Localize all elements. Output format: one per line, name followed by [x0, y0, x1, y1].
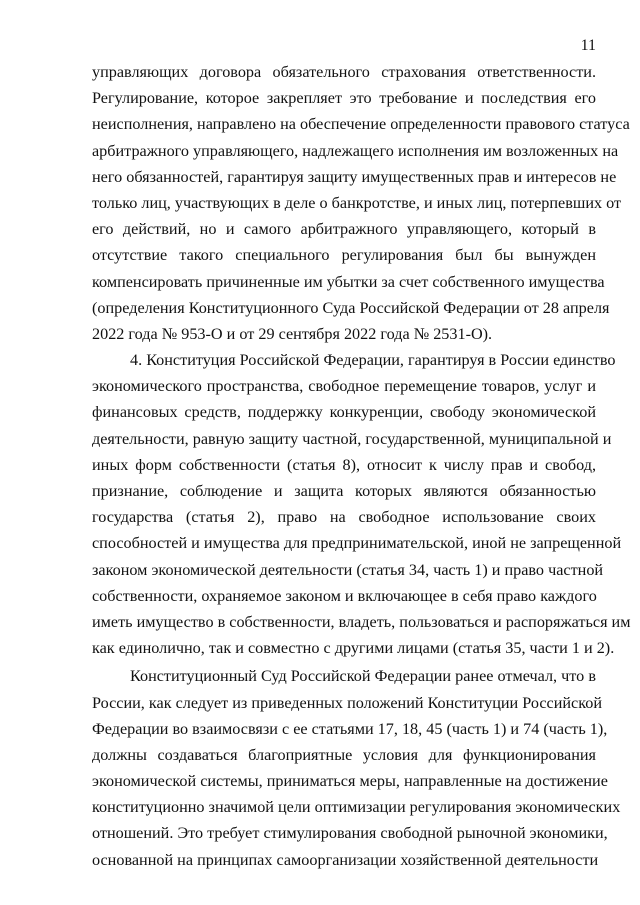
- text-line: иметь имущество в собственности, владеть, пользоваться и распоряжаться им: [92, 612, 631, 631]
- paragraph-1: [92, 59, 630, 347]
- text-line: компенсировать причиненные им убытки за счет собственного имущества: [92, 272, 605, 291]
- text-line: Федерации во взаимосвязи с ее статьями 17, 18, 45 (часть 1) и 74 (часть 1),: [92, 719, 608, 738]
- document-body: [92, 59, 631, 873]
- text-line: собственности, охраняемое законом и включающее в себя право каждого: [92, 586, 597, 605]
- text-line: 2022 года № 953-О и от 29 сентября 2022 года № 2531-О).: [92, 324, 493, 343]
- text-line: должны создаваться благоприятные условия для функционирования: [92, 745, 596, 764]
- text-line: отношений. Это требует стимулирования свободной рыночной экономики,: [92, 824, 608, 843]
- text-line: него обязанностей, гарантируя защиту имущественных прав и интересов не: [92, 167, 617, 186]
- text-line: деятельности, равную защиту частной, государственной, муниципальной и: [92, 429, 612, 448]
- text-line: как единолично, так и совместно с другими лицами (статья 35, части 1 и 2).: [92, 639, 615, 658]
- text-line: признание, соблюдение и защита которых являются обязанностью: [92, 482, 596, 500]
- text-line: иных форм собственности (статья 8), относит к числу прав и свобод,: [92, 455, 596, 474]
- text-line: неисполнения, направлено на обеспечение определенности правового статуса: [92, 115, 630, 134]
- text-line: управляющих договора обязательного страхования ответственности.: [92, 63, 596, 81]
- text-line: экономической системы, приниматься меры, направленные на достижение: [92, 772, 608, 791]
- text-line: экономического пространства, свободное перемещение товаров, услуг и: [92, 377, 596, 396]
- text-line: конституционно значимой цели оптимизации регулирования экономических: [92, 798, 621, 817]
- text-line: финансовых средств, поддержку конкуренции, свободу экономической: [92, 403, 596, 422]
- page-number: 11: [580, 37, 596, 54]
- text-line: государства (статья 2), право на свободное использование своих: [92, 508, 596, 527]
- paragraph-3: [92, 663, 621, 873]
- text-line: только лиц, участвующих в деле о банкротстве, и иных лиц, потерпевших от: [92, 193, 622, 212]
- text-line: Конституционный Суд Российской Федерации ранее отмечал, что в: [130, 667, 596, 686]
- text-line: отсутствие такого специального регулирования был бы вынужден: [92, 246, 596, 265]
- text-line: его действий, но и самого арбитражного управляющего, который в: [92, 220, 596, 239]
- text-line: основанной на принципах самоорганизации хозяйственной деятельности: [92, 850, 599, 869]
- text-line: 4. Конституция Российской Федерации, гарантируя в России единство: [130, 351, 616, 370]
- text-line: законом экономической деятельности (статья 34, часть 1) и право частной: [92, 560, 604, 579]
- paragraph-2: [92, 347, 631, 661]
- text-line: способностей и имущества для предпринимательской, иной не запрещенной: [92, 534, 622, 553]
- text-line: Регулирование, которое закрепляет это требование и последствия его: [92, 89, 596, 108]
- text-line: (определения Конституционного Суда Российской Федерации от 28 апреля: [92, 298, 610, 317]
- text-line: России, как следует из приведенных положений Конституции Российской: [92, 693, 602, 712]
- text-line: арбитражного управляющего, надлежащего исполнения им возложенных на: [92, 141, 619, 160]
